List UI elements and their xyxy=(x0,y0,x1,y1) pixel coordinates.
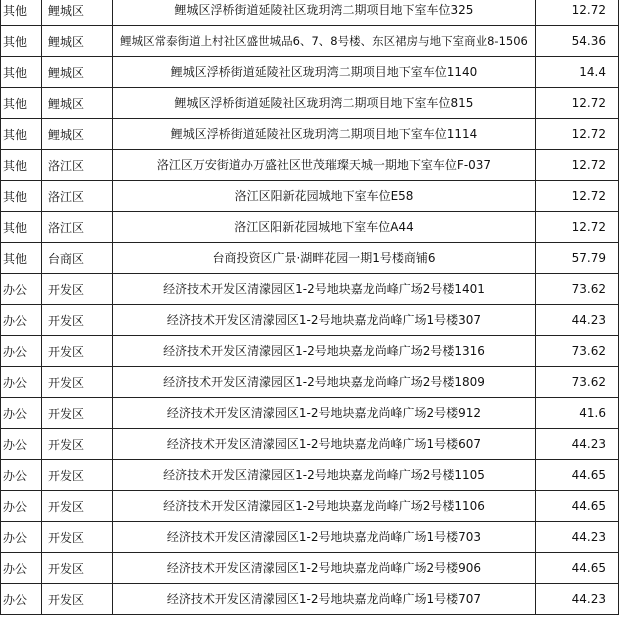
area-cell: 41.6 xyxy=(536,398,619,429)
table-row xyxy=(1,181,619,212)
table-row xyxy=(1,429,619,460)
type-cell: 其他 xyxy=(1,181,42,212)
table-row xyxy=(1,212,619,243)
area-cell: 73.62 xyxy=(536,336,619,367)
table-row xyxy=(1,0,619,26)
location-cell: 经济技术开发区清濛园区1-2号地块嘉龙尚峰广场2号楼1106 xyxy=(113,491,536,522)
type-cell: 其他 xyxy=(1,243,42,274)
district-cell: 鲤城区 xyxy=(42,88,113,119)
district-cell: 鲤城区 xyxy=(42,119,113,150)
area-cell: 73.62 xyxy=(536,367,619,398)
type-cell: 办公 xyxy=(1,398,42,429)
district-cell: 开发区 xyxy=(42,398,113,429)
district-cell: 洛江区 xyxy=(42,181,113,212)
type-cell: 其他 xyxy=(1,119,42,150)
area-cell: 54.36 xyxy=(536,26,619,57)
table-row xyxy=(1,522,619,553)
table-row xyxy=(1,584,619,615)
area-cell: 12.72 xyxy=(536,119,619,150)
location-cell: 经济技术开发区清濛园区1-2号地块嘉龙尚峰广场1号楼703 xyxy=(113,522,536,553)
table-row xyxy=(1,274,619,305)
table-row xyxy=(1,336,619,367)
district-cell: 开发区 xyxy=(42,522,113,553)
table-row xyxy=(1,491,619,522)
type-cell: 办公 xyxy=(1,274,42,305)
type-cell: 办公 xyxy=(1,491,42,522)
district-cell: 洛江区 xyxy=(42,212,113,243)
area-cell: 44.65 xyxy=(536,460,619,491)
district-cell: 开发区 xyxy=(42,274,113,305)
area-cell: 12.72 xyxy=(536,181,619,212)
district-cell: 鲤城区 xyxy=(42,0,113,26)
area-cell: 44.23 xyxy=(536,522,619,553)
area-cell: 12.72 xyxy=(536,88,619,119)
location-cell: 洛江区万安街道办万盛社区世茂璀璨天城一期地下室车位F-037 xyxy=(113,150,536,181)
district-cell: 开发区 xyxy=(42,553,113,584)
district-cell: 开发区 xyxy=(42,336,113,367)
table-row xyxy=(1,57,619,88)
type-cell: 办公 xyxy=(1,305,42,336)
location-cell: 经济技术开发区清濛园区1-2号地块嘉龙尚峰广场2号楼906 xyxy=(113,553,536,584)
type-cell: 其他 xyxy=(1,88,42,119)
area-cell: 57.79 xyxy=(536,243,619,274)
location-cell: 鲤城区常泰街道上村社区盛世城品6、7、8号楼、东区裙房与地下室商业8-1506 xyxy=(113,26,536,57)
location-cell: 经济技术开发区清濛园区1-2号地块嘉龙尚峰广场2号楼1809 xyxy=(113,367,536,398)
district-cell: 鲤城区 xyxy=(42,26,113,57)
location-cell: 经济技术开发区清濛园区1-2号地块嘉龙尚峰广场1号楼707 xyxy=(113,584,536,615)
district-cell: 开发区 xyxy=(42,429,113,460)
area-cell: 44.65 xyxy=(536,491,619,522)
type-cell: 办公 xyxy=(1,367,42,398)
area-cell: 44.23 xyxy=(536,429,619,460)
type-cell: 办公 xyxy=(1,429,42,460)
table-row xyxy=(1,119,619,150)
table-row xyxy=(1,553,619,584)
district-cell: 开发区 xyxy=(42,367,113,398)
location-cell: 鲤城区浮桥街道延陵社区珑玥湾二期项目地下室车位1114 xyxy=(113,119,536,150)
district-cell: 开发区 xyxy=(42,584,113,615)
area-cell: 73.62 xyxy=(536,274,619,305)
district-cell: 开发区 xyxy=(42,491,113,522)
location-cell: 鲤城区浮桥街道延陵社区珑玥湾二期项目地下室车位325 xyxy=(113,0,536,26)
type-cell: 办公 xyxy=(1,522,42,553)
district-cell: 开发区 xyxy=(42,305,113,336)
type-cell: 办公 xyxy=(1,553,42,584)
district-cell: 鲤城区 xyxy=(42,57,113,88)
area-cell: 12.72 xyxy=(536,0,619,26)
type-cell: 办公 xyxy=(1,460,42,491)
type-cell: 其他 xyxy=(1,26,42,57)
table-row xyxy=(1,26,619,57)
type-cell: 其他 xyxy=(1,150,42,181)
area-cell: 44.23 xyxy=(536,584,619,615)
table-row xyxy=(1,150,619,181)
type-cell: 其他 xyxy=(1,0,42,26)
table-row xyxy=(1,305,619,336)
area-cell: 44.65 xyxy=(536,553,619,584)
location-cell: 经济技术开发区清濛园区1-2号地块嘉龙尚峰广场2号楼1401 xyxy=(113,274,536,305)
type-cell: 办公 xyxy=(1,584,42,615)
table-row xyxy=(1,367,619,398)
area-cell: 14.4 xyxy=(536,57,619,88)
location-cell: 鲤城区浮桥街道延陵社区珑玥湾二期项目地下室车位1140 xyxy=(113,57,536,88)
location-cell: 经济技术开发区清濛园区1-2号地块嘉龙尚峰广场2号楼1316 xyxy=(113,336,536,367)
area-cell: 12.72 xyxy=(536,212,619,243)
table-row xyxy=(1,398,619,429)
table-row xyxy=(1,243,619,274)
type-cell: 其他 xyxy=(1,212,42,243)
type-cell: 其他 xyxy=(1,57,42,88)
table-row xyxy=(1,460,619,491)
location-cell: 鲤城区浮桥街道延陵社区珑玥湾二期项目地下室车位815 xyxy=(113,88,536,119)
location-cell: 经济技术开发区清濛园区1-2号地块嘉龙尚峰广场1号楼607 xyxy=(113,429,536,460)
district-cell: 开发区 xyxy=(42,460,113,491)
location-cell: 经济技术开发区清濛园区1-2号地块嘉龙尚峰广场2号楼912 xyxy=(113,398,536,429)
table-body xyxy=(1,0,619,615)
location-cell: 经济技术开发区清濛园区1-2号地块嘉龙尚峰广场2号楼1105 xyxy=(113,460,536,491)
district-cell: 台商区 xyxy=(42,243,113,274)
location-cell: 洛江区阳新花园城地下室车位E58 xyxy=(113,181,536,212)
location-cell: 经济技术开发区清濛园区1-2号地块嘉龙尚峰广场1号楼307 xyxy=(113,305,536,336)
location-cell: 洛江区阳新花园城地下室车位A44 xyxy=(113,212,536,243)
location-cell: 台商投资区广景·湖畔花园一期1号楼商铺6 xyxy=(113,243,536,274)
area-cell: 12.72 xyxy=(536,150,619,181)
area-cell: 44.23 xyxy=(536,305,619,336)
district-cell: 洛江区 xyxy=(42,150,113,181)
table-row xyxy=(1,88,619,119)
type-cell: 办公 xyxy=(1,336,42,367)
